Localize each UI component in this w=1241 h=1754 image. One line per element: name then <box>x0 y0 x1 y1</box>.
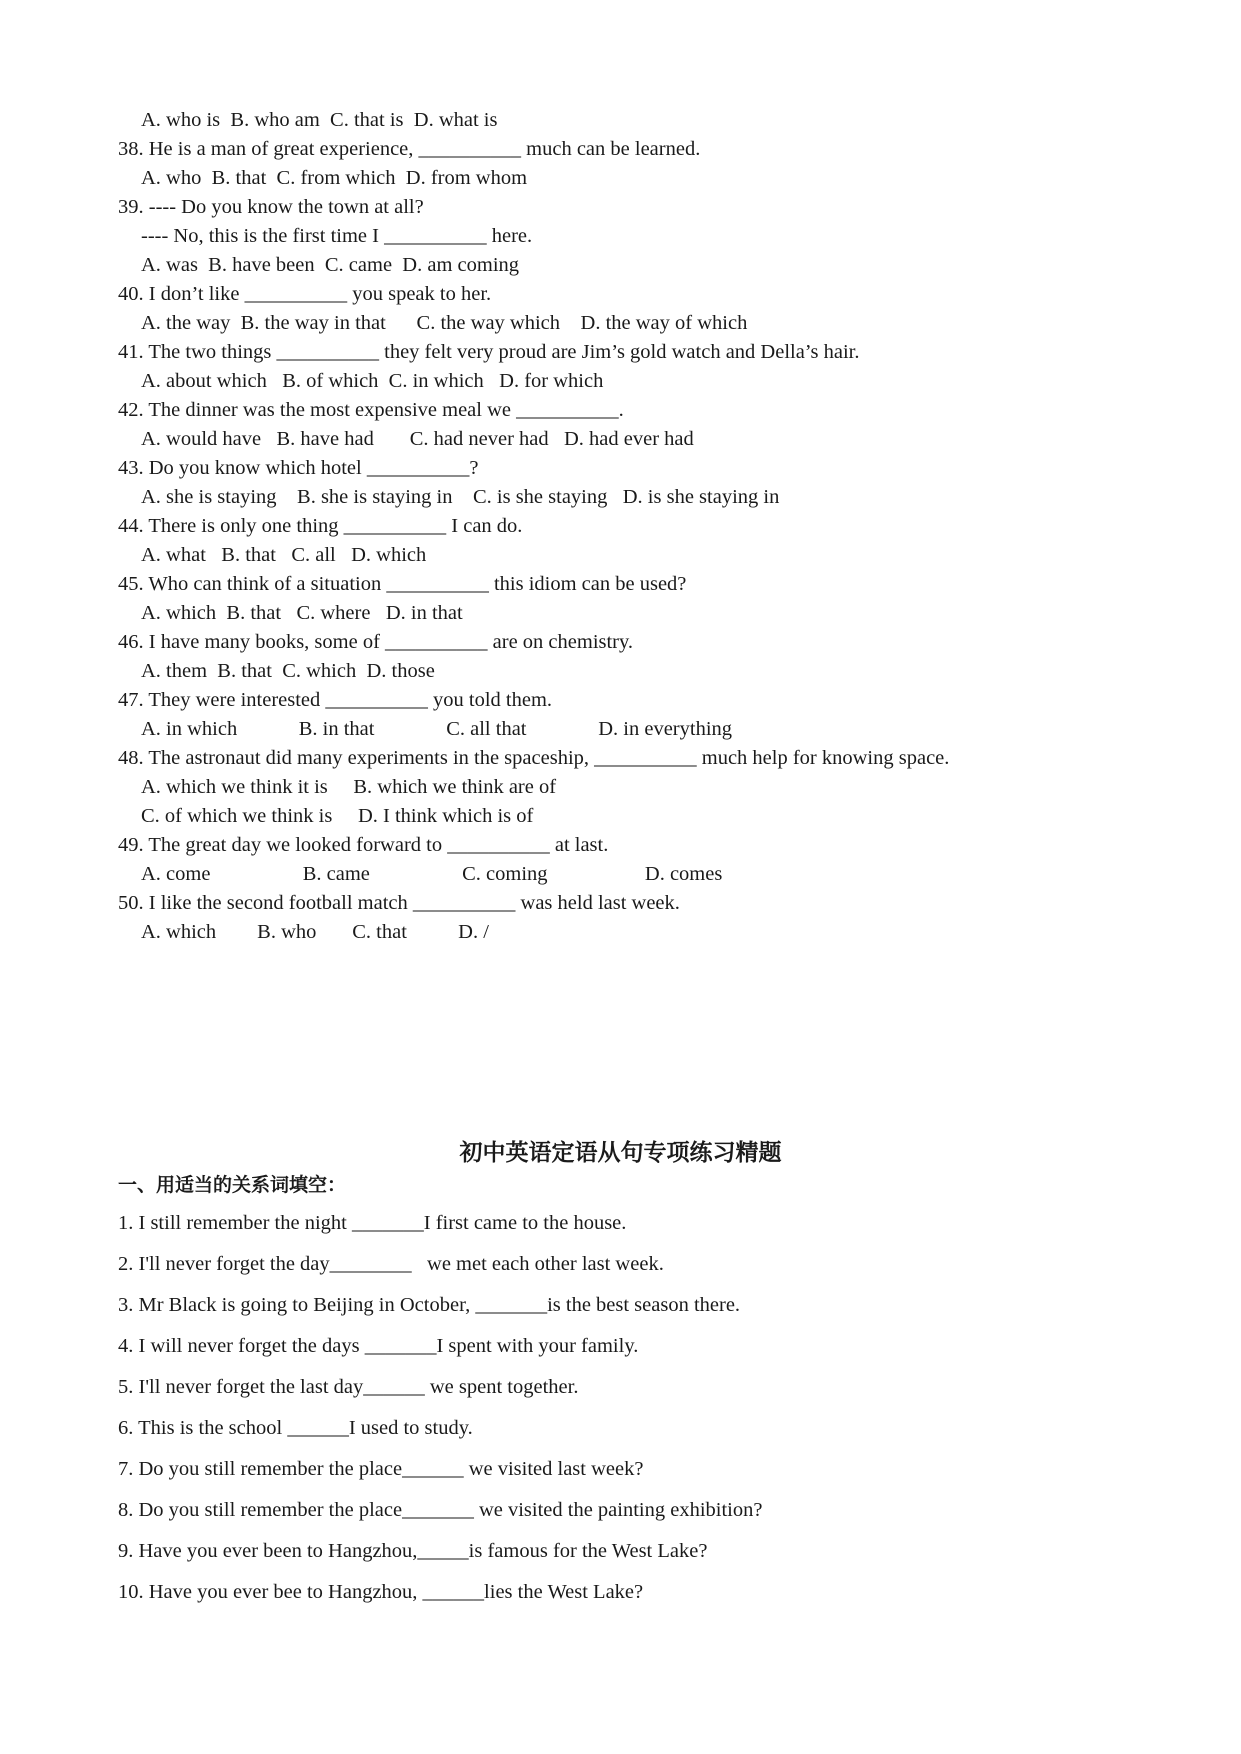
question-50-options: A. which B. who C. that D. / <box>141 921 489 943</box>
fill-blank-1: 1. I still remember the night _______I first came to the house. <box>118 1212 627 1234</box>
question-49: 49. The great day we looked forward to __________ at last. <box>118 834 609 856</box>
question-49-options: A. come B. came C. coming D. comes <box>141 863 723 885</box>
question-42: 42. The dinner was the most expensive meal we __________. <box>118 399 624 421</box>
fill-blank-3: 3. Mr Black is going to Beijing in October, _______is the best season there. <box>118 1294 741 1316</box>
question-43-options: A. she is staying B. she is staying in C. is she staying D. is she staying in <box>141 486 780 508</box>
question-48-options-ab: A. which we think it is B. which we think are of <box>141 776 557 798</box>
fill-blank-7: 7. Do you still remember the place______ we visited last week? <box>118 1458 644 1480</box>
section-heading: 一、用适当的关系词填空： <box>118 1174 347 1196</box>
question-38: 38. He is a man of great experience, __________ much can be learned. <box>118 138 701 160</box>
question-40: 40. I don’t like __________ you speak to her. <box>118 283 492 305</box>
question-47: 47. They were interested __________ you told them. <box>118 689 553 711</box>
fill-blank-2: 2. I'll never forget the day________ we met each other last week. <box>118 1253 664 1275</box>
question-44: 44. There is only one thing __________ I can do. <box>118 515 523 537</box>
question-46: 46. I have many books, some of __________ are on chemistry. <box>118 631 634 653</box>
question-40-options: A. the way B. the way in that C. the way which D. the way of which <box>141 312 748 334</box>
question-39: 39. ---- Do you know the town at all? <box>118 196 424 218</box>
question-45: 45. Who can think of a situation __________ this idiom can be used? <box>118 573 687 595</box>
fill-blank-6: 6. This is the school ______I used to study. <box>118 1417 473 1439</box>
question-45-options: A. which B. that C. where D. in that <box>141 602 463 624</box>
question-48-options-cd: C. of which we think is D. I think which is of <box>141 805 534 827</box>
question-48: 48. The astronaut did many experiments in the spaceship, __________ much help for knowing space. <box>118 747 950 769</box>
question-39-options: A. was B. have been C. came D. am coming <box>141 254 520 276</box>
question-46-options: A. them B. that C. which D. those <box>141 660 435 682</box>
exercise-title: 初中英语定语从句专项练习精题 <box>459 1140 782 1166</box>
question-42-options: A. would have B. have had C. had never had D. had ever had <box>141 428 694 450</box>
question-43: 43. Do you know which hotel __________? <box>118 457 479 479</box>
fill-blank-10: 10. Have you ever bee to Hangzhou, ______lies the West Lake? <box>118 1581 644 1603</box>
question-41-options: A. about which B. of which C. in which D. for which <box>141 370 604 392</box>
fill-blank-4: 4. I will never forget the days _______I spent with your family. <box>118 1335 639 1357</box>
question-44-options: A. what B. that C. all D. which <box>141 544 427 566</box>
question-47-options: A. in which B. in that C. all that D. in everything <box>141 718 733 740</box>
fill-blank-8: 8. Do you still remember the place_______ we visited the painting exhibition? <box>118 1499 763 1521</box>
question-37-options: A. who is B. who am C. that is D. what is <box>141 109 498 131</box>
fill-blank-9: 9. Have you ever been to Hangzhou,_____is famous for the West Lake? <box>118 1540 708 1562</box>
question-41: 41. The two things __________ they felt very proud are Jim’s gold watch and Della’s hair. <box>118 341 860 363</box>
fill-blank-5: 5. I'll never forget the last day______ we spent together. <box>118 1376 579 1398</box>
question-38-options: A. who B. that C. from which D. from whom <box>141 167 528 189</box>
question-39-reply: ---- No, this is the first time I __________ here. <box>141 225 533 247</box>
question-50: 50. I like the second football match __________ was held last week. <box>118 892 680 914</box>
